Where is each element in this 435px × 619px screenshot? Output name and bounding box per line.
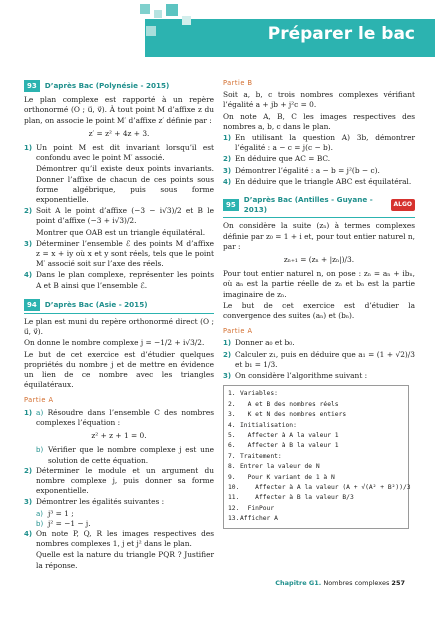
question-2: 2) Calculer z₁, puis en déduire que a₁ = (1 + √2)/3 et b₁ = 1/3. [223,349,415,369]
equation: z² + z + 1 = 0. [91,431,147,441]
part-b-intro-2: On note A, B, C les images respectives des nombres a, b, c dans le plan. [223,111,415,131]
question-4: 4) On note P, Q, R les images respectives des nombres complexes 1, j et j² dans le plan. [24,528,214,549]
part-b-intro: Soit a, b, c trois nombres complexes vérifiant l’égalité a + jb + j²c = 0. [223,90,415,110]
exercise-93-header [24,80,214,92]
algorithm-line: 1. Variables: [228,390,278,398]
question-2-text: Montrer que OAB est un triangle équilatéral. [36,227,206,237]
algorithm-line: 4. Initialisation: [228,421,297,429]
exercise-95-goal: Le but de cet exercice est d’étudier la convergence des suites (aₙ) et (bₙ). [223,300,415,321]
question-3: 3) Déterminer l’ensemble ℰ des points M d’affixe z = x + iy où x et y sont réels, tels que le point M′ associé soit sur l’axe des réels. [24,238,214,269]
algorithm-line: 11. Affecter à B la valeur B/3 [228,494,354,502]
exercise-93-intro: Le plan complexe est rapporté à un repère orthonormé (O ; u⃗, v⃗). À tout point M d’affixe z du plan, on associe le point M′ d’affixe z′ définie par : [24,95,214,125]
question-1: 1) Un point M est dit invariant lorsqu’il est confondu avec le point M′ associé. [24,143,214,163]
part-a-label: Partie A [24,396,54,405]
question-3a: a) j³ = 1 ; [36,508,74,518]
algo-badge: ALGO [391,199,416,211]
algorithm-line: 9. Pour K variant de 1 à N [228,473,335,481]
algorithm-line: 13. Afficher A [228,515,278,523]
equation: z′ = z² + 4z + 3. [88,128,150,138]
exercise-number: 93 [24,80,40,92]
right-column [223,78,415,529]
decorative-squares [140,4,200,54]
exercise-94-goal: Le but de cet exercice est d’étudier quelques propriétés du nombre j et de mettre en évidence un lien de ce nombre avec les triangles équilatéraux. [24,349,214,390]
question-2: 2) Soit A le point d’affixe (−3 − i√3)/2 et B le point d’affixe (−3 + i√3)/2. [24,206,214,226]
algorithm-line: 12. FinPour [228,504,275,512]
algorithm-line: 8. Entrer la valeur de N [228,463,320,471]
exercise-94-intro: Le plan est muni du repère orthonormé direct (O ; u⃗, v⃗). [24,317,214,337]
page-number: 257 [391,579,405,587]
question-3: 3) Démontrer les égalités suivantes : [24,497,165,507]
exercise-source: D’après Bac (Polynésie - 2015) [44,81,170,90]
question-1-text: Démontrer qu’il existe deux points invariants. Donner l’affixe de chacun de ces points sous forme algébrique, puis sous forme exponentielle. [36,164,214,205]
algorithm-line: 7. Traitement: [228,452,282,460]
question-1: 1) a) Résoudre dans l’ensemble C des nombres complexes l’équation : [24,407,214,427]
recurrence: zₙ₊₁ = (zₙ + |zₙ|)/3. [283,255,355,265]
exercise-source: D’après Bac (Asie - 2015) [44,299,148,309]
question-3: 3) Démontrer l’égalité : a − b = j²(b − c). [223,165,380,175]
left-column [24,78,214,572]
algorithm-line: 3. K et N des nombres entiers [228,411,347,419]
algorithm-line: 10. Affecter à A la valeur (A + √(A² + B²))/3 [228,483,411,491]
page-footer [275,579,405,587]
question-3b: b) j² = −1 − j. [36,518,91,528]
chapter-title: Nombres complexes [323,579,390,587]
part-a-label: Partie A [223,327,253,336]
question-2: 2) Déterminer le module et un argument du nombre complexe j, puis donner sa forme exponentielle. [24,465,214,496]
question-3: 3) On considère l’algorithme suivant : [223,371,368,381]
algorithm-box [223,385,409,528]
algorithm-line: 6. Affecter à B la valeur 1 [228,442,339,450]
question-1: 1) En utilisant la question A) 3b, démontrer l’égalité : a − c = j(c − b). [223,133,415,153]
exercise-95-header [223,195,415,218]
question-1: 1) Donner a₀ et b₀. [223,338,295,348]
exercise-95-intro: On considère la suite (zₙ) à termes complexes définie par z₀ = 1 + i et, pour tout entier naturel n, par : [223,221,415,251]
j-definition: On donne le nombre complexe j = −1/2 + i√3/2. [24,338,205,348]
exercise-95-text: Pour tout entier naturel n, on pose : zₙ = aₙ + ibₙ, où aₙ est la partie réelle de zₙ et bₙ est la partie imaginaire de zₙ. [223,269,415,299]
question-1b: b) Vérifier que le nombre complexe j est une solution de cette équation. [36,445,214,465]
exercise-source: D’après Bac (Antilles - Guyane - 2013) [243,195,373,215]
algorithm-line: 2. A et B des nombres réels [228,400,339,408]
chapter-label: Chapitre G1. [275,579,322,587]
question-4-text: Quelle est la nature du triangle PQR ? Justifier la réponse. [36,550,214,570]
algorithm-line: 5. Affecter à A la valeur 1 [228,431,339,439]
exercise-94-header [24,299,214,314]
question-2: 2) En déduire que AC = BC. [223,154,331,164]
question-4: 4) En déduire que le triangle ABC est équilatéral. [223,176,412,186]
exercise-number: 94 [24,299,40,311]
question-4: 4) Dans le plan complexe, représenter les points A et B ainsi que l’ensemble ℰ. [24,270,214,290]
part-b-label: Partie B [223,79,253,87]
exercise-number: 95 [223,199,239,211]
page-title: Préparer le bac [267,24,415,44]
